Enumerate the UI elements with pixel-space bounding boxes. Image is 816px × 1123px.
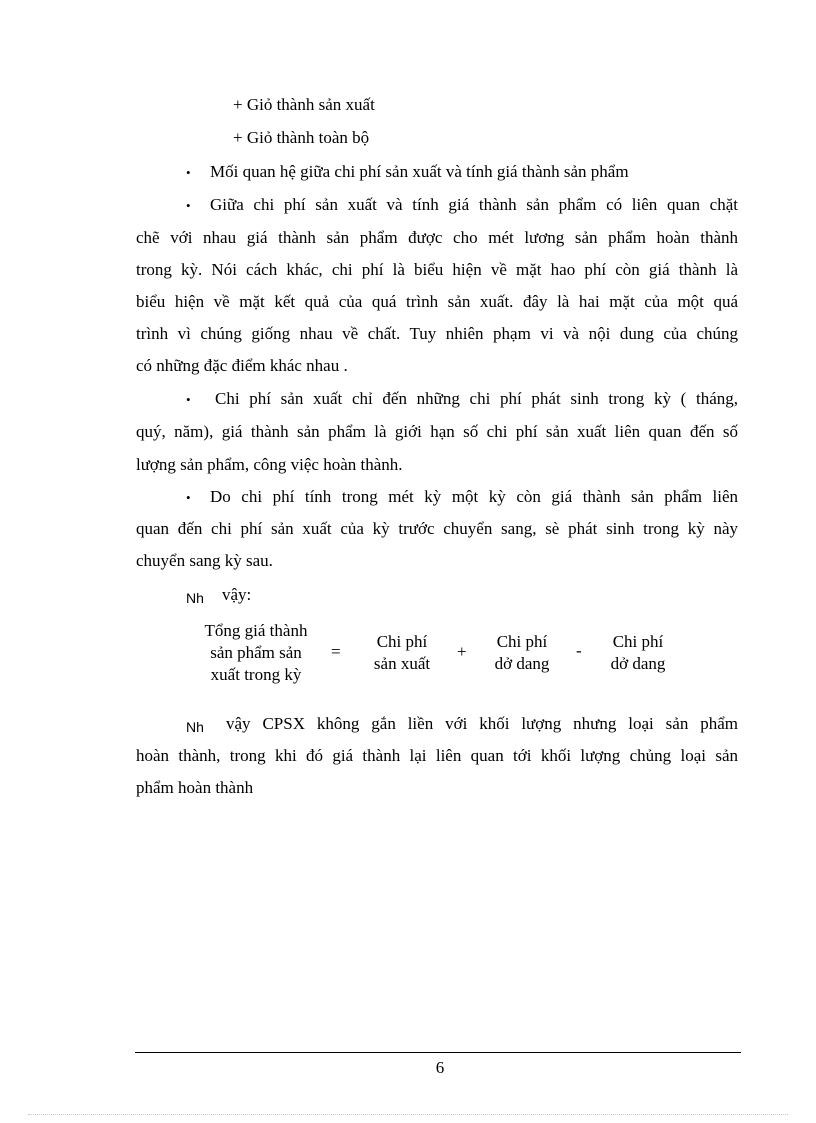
formula-term-line: dở dang	[610, 654, 666, 673]
para2-line: quý, năm), giá thành sản phẩm là giới hạn số chi phí sản xuất liên quan đến số	[136, 422, 738, 441]
formula-lhs-line: xuất trong kỳ	[210, 665, 302, 684]
item-gia-thanh-toan-bo: + Giỏ thành toàn bộ	[233, 128, 370, 147]
para1-line: có những đặc điểm khác nhau .	[136, 356, 348, 375]
formula-lhs-line: Tổng giá thành	[204, 621, 308, 640]
bullet-icon: •	[186, 490, 191, 505]
formula-term-line: Chi phí	[612, 632, 664, 651]
conclusion-line: vậy CPSX không gắn liền với khối lượng nhưng loại sản phẩm	[226, 714, 738, 733]
formula-term-chi-phi-san-xuat	[362, 631, 442, 675]
formula-lhs	[188, 620, 324, 686]
bullet-icon: •	[186, 392, 191, 407]
para3-line: chuyển sang kỳ sau.	[136, 551, 273, 570]
formula-lhs-line: sản phẩm sản	[210, 643, 302, 662]
section-heading: Mối quan hệ giữa chi phí sản xuất và tính giá thành sản phẩm	[210, 162, 629, 181]
formula-term-line: dở dang	[494, 654, 550, 673]
conclusion-prefix: Nh	[186, 719, 204, 735]
page-number: 6	[435, 1058, 445, 1077]
para2-line: Chi phí sản xuất chỉ đến những chi phí phát sinh trong kỳ ( tháng,	[215, 389, 738, 408]
item-gia-thanh-san-xuat: + Giỏ thành sản xuất	[233, 95, 375, 114]
plus-sign: +	[457, 642, 467, 661]
formula-term-line: sản xuất	[373, 654, 431, 673]
formula-term-chi-phi-do-dang-1	[482, 631, 562, 675]
formula-term-chi-phi-do-dang-2	[598, 631, 678, 675]
nhu-prefix: Nh	[186, 590, 204, 606]
footer-divider	[135, 1052, 741, 1053]
nhu-vay-label: vậy:	[222, 585, 252, 604]
para3-line: quan đến chi phí sản xuất của kỳ trước chuyển sang, sè phát sinh trong kỳ này	[136, 519, 738, 538]
para1-line: Giữa chi phí sản xuất và tính giá thành sản phẩm có liên quan chặt	[210, 195, 738, 214]
equals-sign: =	[331, 642, 341, 661]
para1-line: trong kỳ. Nói cách khác, chi phí là biểu hiện về mặt hao phí còn giá thành là	[136, 260, 738, 279]
para2-line: lượng sản phẩm, công việc hoàn thành.	[136, 455, 403, 474]
conclusion-line: hoàn thành, trong khi đó giá thành lại liên quan tới khối lượng chủng loại sản	[136, 746, 738, 765]
para1-line: biểu hiện về mặt kết quả của quá trình sản xuất. đây là hai mặt của một quá	[136, 292, 738, 311]
para1-line: chẽ với nhau giá thành sản phẩm được cho mét lương sản phẩm hoàn thành	[136, 228, 738, 247]
bullet-icon: •	[186, 198, 191, 213]
formula-term-line: Chi phí	[376, 632, 428, 651]
para1-line: trình vì chúng giống nhau về chất. Tuy nhiên phạm vi và nội dung của chúng	[136, 324, 738, 343]
formula-term-line: Chi phí	[496, 632, 548, 651]
page-boundary-line	[28, 1114, 788, 1115]
bullet-icon: •	[186, 165, 191, 180]
conclusion-line: phẩm hoàn thành	[136, 778, 254, 797]
para3-line: Do chi phí tính trong mét kỳ một kỳ còn giá thành sản phẩm liên	[210, 487, 738, 506]
minus-sign: -	[576, 641, 582, 660]
